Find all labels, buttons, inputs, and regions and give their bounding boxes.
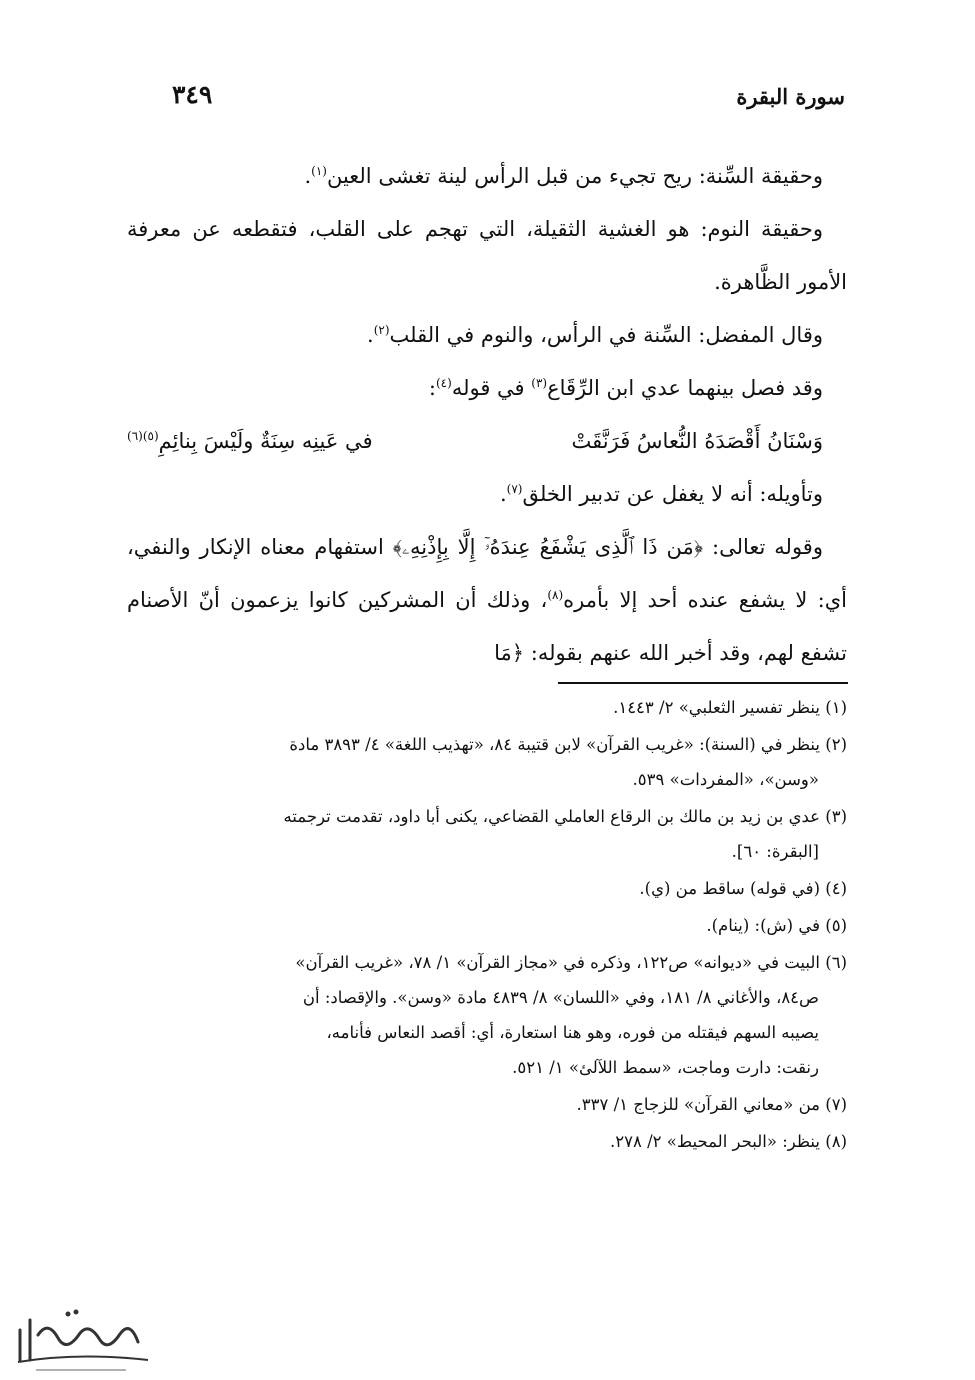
quran-quote: ﴿مَن ذَا ٱلَّذِى يَشْفَعُ عِندَهُۥٓ إِلَّا بِإِذْنِهِۦ﴾ <box>392 535 704 559</box>
footnote-ref[interactable]: (٨) <box>547 588 564 602</box>
footnote-2: (٢) ينظر في (السنة): «غريب القرآن» لابن قتيبة ٨٤، «تهذيب اللغة» ٤/ ٣٨٩٣ مادة «وسن»، «المفردات» ٥٣٩. <box>289 735 847 789</box>
footnote-ref[interactable]: (٤) <box>435 376 452 390</box>
footnote-ref[interactable]: (٢) <box>373 323 390 337</box>
surah-title: سورة البقرة <box>736 84 845 109</box>
footnote-ref[interactable]: (١) <box>311 164 327 178</box>
footnote-divider <box>558 682 848 684</box>
footnote-6: (٦) البيت في «ديوانه» ص١٢٢، وذكره في «مجاز القرآن» ١/ ٧٨، «غريب القرآن» ص٨٤، والأغاني ٨/ ١٨١، وفي «اللسان» ٨/ ٤٨٣٩ مادة «وسن». والإقصاد: أن يصيبه السهم فيقتله من فوره، وهو هنا استعارة، أي: أقصد النعاس فأنامه، رنقت: دارت وماجت، «سمط اللآلئ» ١/ ٥٢١. <box>295 953 847 1077</box>
footnote-1: (١) ينظر تفسير الثعلبي» ٢/ ١٤٤٣. <box>613 698 847 717</box>
paragraph-shafaa: وقوله تعالى: ﴿مَن ذَا ٱلَّذِى يَشْفَعُ عِندَهُۥٓ إِلَّا بِإِذْنِهِۦ﴾ استفهام معناه الإنكار والنفي، أي: لا يشفع عنده أحد إلا بأمره$^{(٨)}$، وذلك أن المشركين كانوا يزعمون أنّ الأصنام تشفع لهم، وقد أخبر الله عنهم بقوله: ﴿مَا <box>127 535 847 665</box>
footnote-7: (٧) من «معاني القرآن» للزجاج ١/ ٣٣٧. <box>576 1095 847 1114</box>
paragraph-tawil: وتأويله: أنه لا يغفل عن تدبير الخلق$^{(٧)}$. <box>499 482 823 506</box>
footnote-ref[interactable]: (٥)(٦) <box>127 429 159 443</box>
quran-quote-start: ﴿مَا <box>494 641 525 665</box>
paragraph-adi: وقد فصل بينهما عدي ابن الرِّقَاع$^{(٣)}$ في قوله$^{(٤)}$: <box>428 376 823 400</box>
page-number: ٣٤٩ <box>172 80 213 109</box>
footnotes <box>127 690 847 1161</box>
paragraph-mufaddal: وقال المفضل: السِّنة في الرأس، والنوم في القلب$^{(٢)}$. <box>367 323 823 347</box>
footnote-ref[interactable]: (٧) <box>506 482 523 496</box>
main-text <box>127 150 847 680</box>
publisher-logo <box>8 1290 158 1375</box>
footnote-4: (٤) (في قوله) ساقط من (ي). <box>639 879 847 898</box>
footnote-3: (٣) عدي بن زيد بن مالك بن الرقاع العاملي القضاعي، يكنى أبا داود، تقدمت ترجمته [البقرة: ٦٠]. <box>283 807 847 861</box>
paragraph-sinah: وحقيقة السِّنة: ريح تجيء من قبل الرأس لينة تغشى العين$^{(١)}$. <box>304 164 823 188</box>
verse-second-hemistich: في عَينِه سِنَةٌ ولَيْسَ بِنائِمِ$^{(٥)(٦)}$ <box>127 429 373 453</box>
verse-first-hemistich: وَسْنَانُ أَقْصَدَهُ النُّعاسُ فَرَنَّقَتْ <box>571 429 823 453</box>
footnote-ref[interactable]: (٣) <box>531 376 548 390</box>
footnote-8: (٨) ينظر: «البحر المحيط» ٢/ ٢٧٨. <box>609 1132 847 1151</box>
poetry-verse <box>127 415 847 468</box>
footnote-5: (٥) في (ش): (ينام). <box>706 916 847 935</box>
paragraph-nawm: وحقيقة النوم: هو الغشية الثقيلة، التي تهجم على القلب، فتقطعه عن معرفة الأمور الظَّاهرة. <box>127 217 847 294</box>
